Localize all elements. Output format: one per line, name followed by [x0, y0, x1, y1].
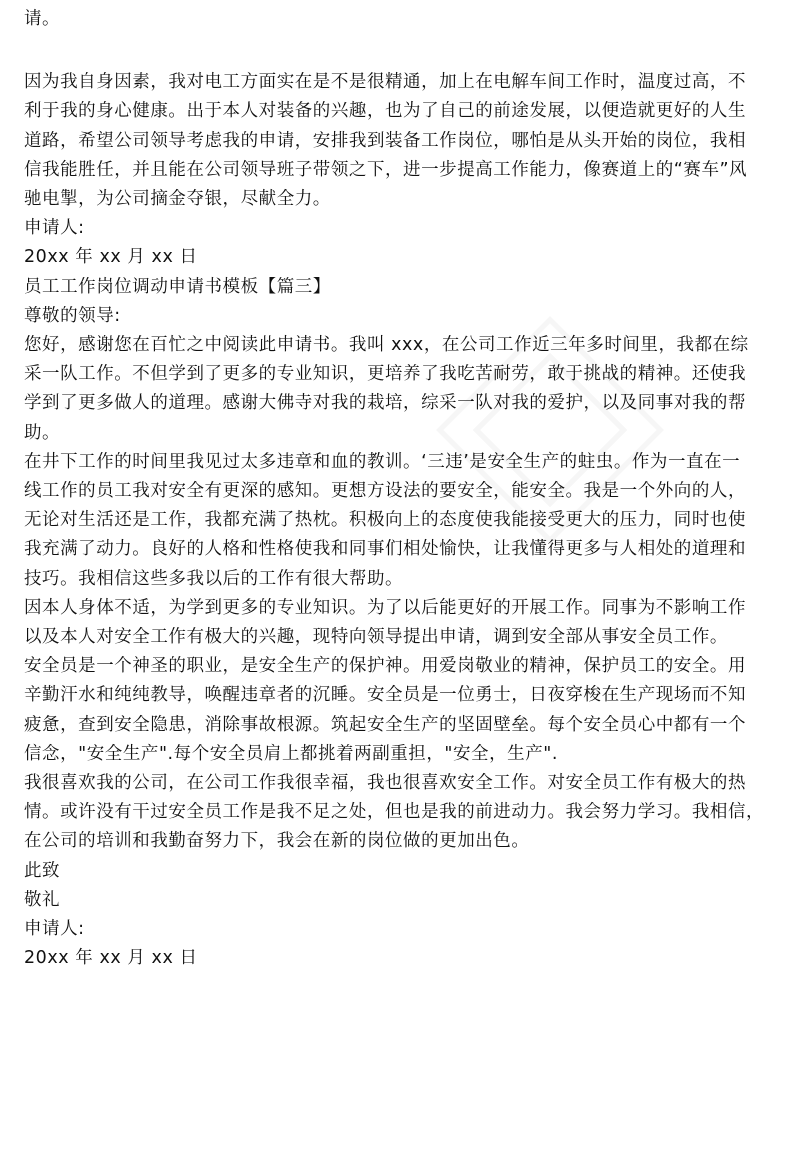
- paragraph-6-line: 情。或许没有干过安全员工作是我不足之处，但也是我的前进动力。我会努力学习。我相信，: [24, 802, 765, 823]
- paragraph-2-line: 助。: [24, 422, 61, 443]
- paragraph-4-line: 以及本人对安全工作有极大的兴趣，现特向领导提出申请，调到安全部从事安全员工作。: [24, 627, 728, 648]
- paragraph-5-line: 疲惫，查到安全隐患，消除事故根源。筑起安全生产的坚固壁垒。每个安全员心中都有一个: [24, 714, 746, 735]
- date-line: 20xx 年 xx 月 xx 日: [24, 948, 198, 969]
- paragraph-1-line: 因为我自身因素，我对电工方面实在是不是很精通，加上在电解车间工作时，温度过高，不: [24, 72, 746, 93]
- applicant-label: 申请人:: [24, 919, 85, 940]
- paragraph-5-line: 安全员是一个神圣的职业，是安全生产的保护神。用爱岗敬业的精神，保护员工的安全。用: [24, 656, 746, 677]
- salutation: 尊敬的领导:: [24, 305, 121, 326]
- paragraph-3: [24, 448, 782, 594]
- paragraph-4-line: 因本人身体不适，为学到更多的专业知识。为了以后能更好的开展工作。同事为不影响工作: [24, 597, 746, 618]
- paragraph-gap: [24, 34, 782, 68]
- closing-line: 敬礼: [24, 889, 61, 910]
- paragraph-5-line: 信念，"安全生产".每个安全员肩上都挑着两副重担，"安全，生产".: [24, 743, 558, 764]
- paragraph-5: [24, 652, 782, 769]
- applicant-label: 申请人:: [24, 218, 85, 239]
- template-title: 员工工作岗位调动申请书模板【篇三】: [24, 276, 331, 297]
- closing-line: 此致: [24, 860, 61, 881]
- paragraph-3-line: 我充满了动力。良好的人格和性格使我和同事们相处愉快，让我懂得更多与人相处的道理和: [24, 539, 746, 560]
- paragraph-2: [24, 331, 782, 448]
- paragraph-3-line: 在井下工作的时间里我见过太多违章和血的教训。‘三违’是安全生产的蛀虫。作为一直在一: [24, 451, 741, 472]
- paragraph-3-line: 线工作的员工我对安全有更深的感知。更想方设法的要安全，能安全。我是一个外向的人，: [24, 481, 746, 502]
- paragraph-2-line: 您好，感谢您在百忙之中阅读此申请书。我叫 xxx，在公司工作近三年多时间里，我都在综: [24, 335, 749, 356]
- paragraph-5-line: 辛勤汗水和纯纯教导，唤醒违章者的沉睡。安全员是一位勇士，日夜穿梭在生产现场而不知: [24, 685, 746, 706]
- document-body: [24, 5, 782, 974]
- paragraph-6-line: 在公司的培训和我勤奋努力下，我会在新的岗位做的更加出色。: [24, 831, 530, 852]
- paragraph-1-line: 利于我的身心健康。出于本人对装备的兴趣，也为了自己的前途发展，以便造就更好的人生: [24, 101, 746, 122]
- paragraph-3-line: 无论对生活还是工作，我都充满了热枕。积极向上的态度使我能接受更大的压力，同时也使: [24, 510, 746, 531]
- paragraph-1-line: 道路，希望公司领导考虑我的申请，安排我到装备工作岗位，哪怕是从头开始的岗位，我相: [24, 130, 746, 151]
- paragraph-1: [24, 68, 782, 214]
- date-line: 20xx 年 xx 月 xx 日: [24, 247, 198, 268]
- paragraph-3-line: 技巧。我相信这些多我以后的工作有很大帮助。: [24, 568, 404, 589]
- paragraph-6-line: 我很喜欢我的公司，在公司工作我很幸福，我也很喜欢安全工作。对安全员工作有极大的热: [24, 773, 746, 794]
- paragraph-2-line: 学到了更多做人的道理。感谢大佛寺对我的栽培，综采一队对我的爱护，以及同事对我的帮: [24, 393, 746, 414]
- paragraph-1-line: 信我能胜任，并且能在公司领导班子带领之下，进一步提高工作能力，像赛道上的“赛车”风: [24, 159, 748, 180]
- paragraph-1-line: 驰电掣，为公司摘金夺银，尽献全力。: [24, 189, 331, 210]
- top-fragment-line: 请。: [24, 9, 61, 29]
- paragraph-4: [24, 594, 782, 652]
- paragraph-6: [24, 769, 782, 857]
- paragraph-2-line: 采一队工作。不但学到了更多的专业知识，更培养了我吃苦耐劳，敢于挑战的精神。还使我: [24, 364, 746, 385]
